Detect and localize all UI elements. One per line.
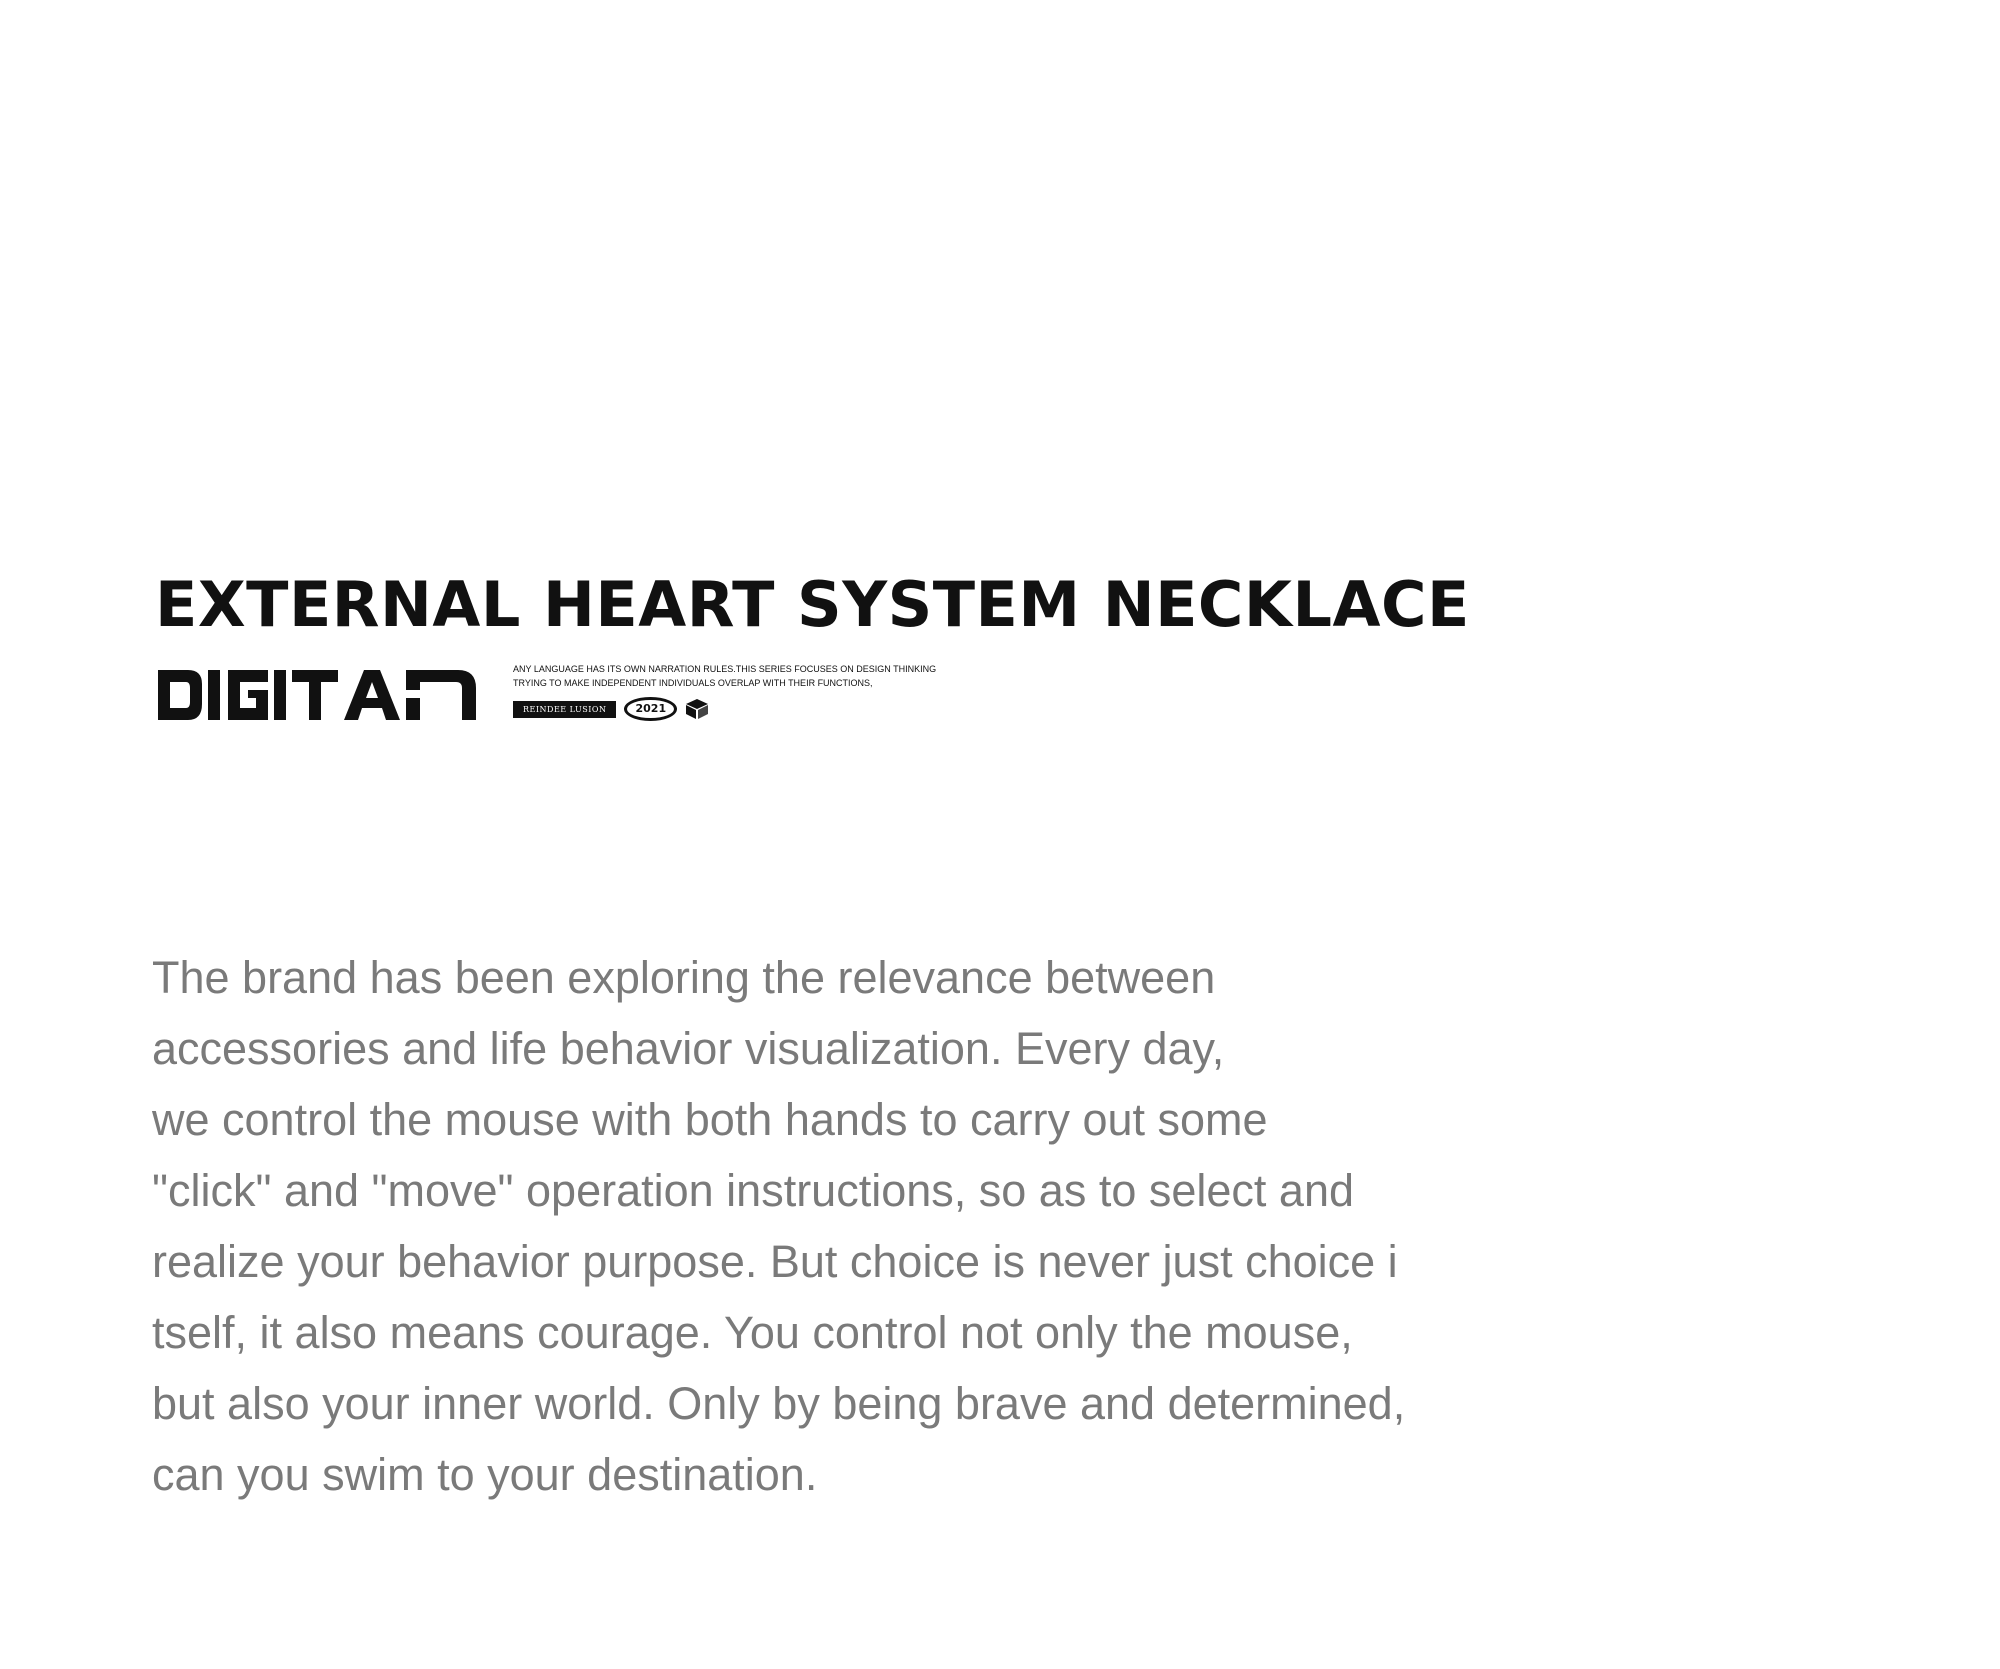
year-badge: 2021	[624, 697, 677, 721]
brand-block	[158, 658, 958, 724]
description-line: "click" and "move" operation instructions, so as to select and	[152, 1165, 1354, 1216]
tagline-line: ANY LANGUAGE HAS ITS OWN NARRATION RULES.THIS SERIES FOCUSES ON DESIGN THINKING	[513, 664, 937, 674]
product-title: EXTERNAL HEART SYSTEM NECKLACE	[155, 567, 1470, 641]
description-line: can you swim to your destination.	[152, 1449, 818, 1500]
description-line: tself, it also means courage. You control not only the mouse,	[152, 1307, 1353, 1358]
product-description	[152, 942, 1552, 1510]
description-line: realize your behavior purpose. But choice is never just choice i	[152, 1236, 1398, 1287]
brand-tagline	[513, 662, 936, 690]
brand-logo	[158, 662, 488, 722]
tagline-line: TRYING TO MAKE INDEPENDENT INDIVIDUALS OVERLAP WITH THEIR FUNCTIONS,	[513, 678, 873, 688]
brand-badges	[513, 696, 709, 722]
description-line: The brand has been exploring the relevance between	[152, 952, 1216, 1003]
description-line: accessories and life behavior visualization. Every day,	[152, 1023, 1225, 1074]
brand-tag: REINDEE LUSION	[513, 701, 616, 718]
description-line: but also your inner world. Only by being brave and determined,	[152, 1378, 1406, 1429]
cube-icon	[685, 698, 709, 720]
description-line: we control the mouse with both hands to carry out some	[152, 1094, 1268, 1145]
